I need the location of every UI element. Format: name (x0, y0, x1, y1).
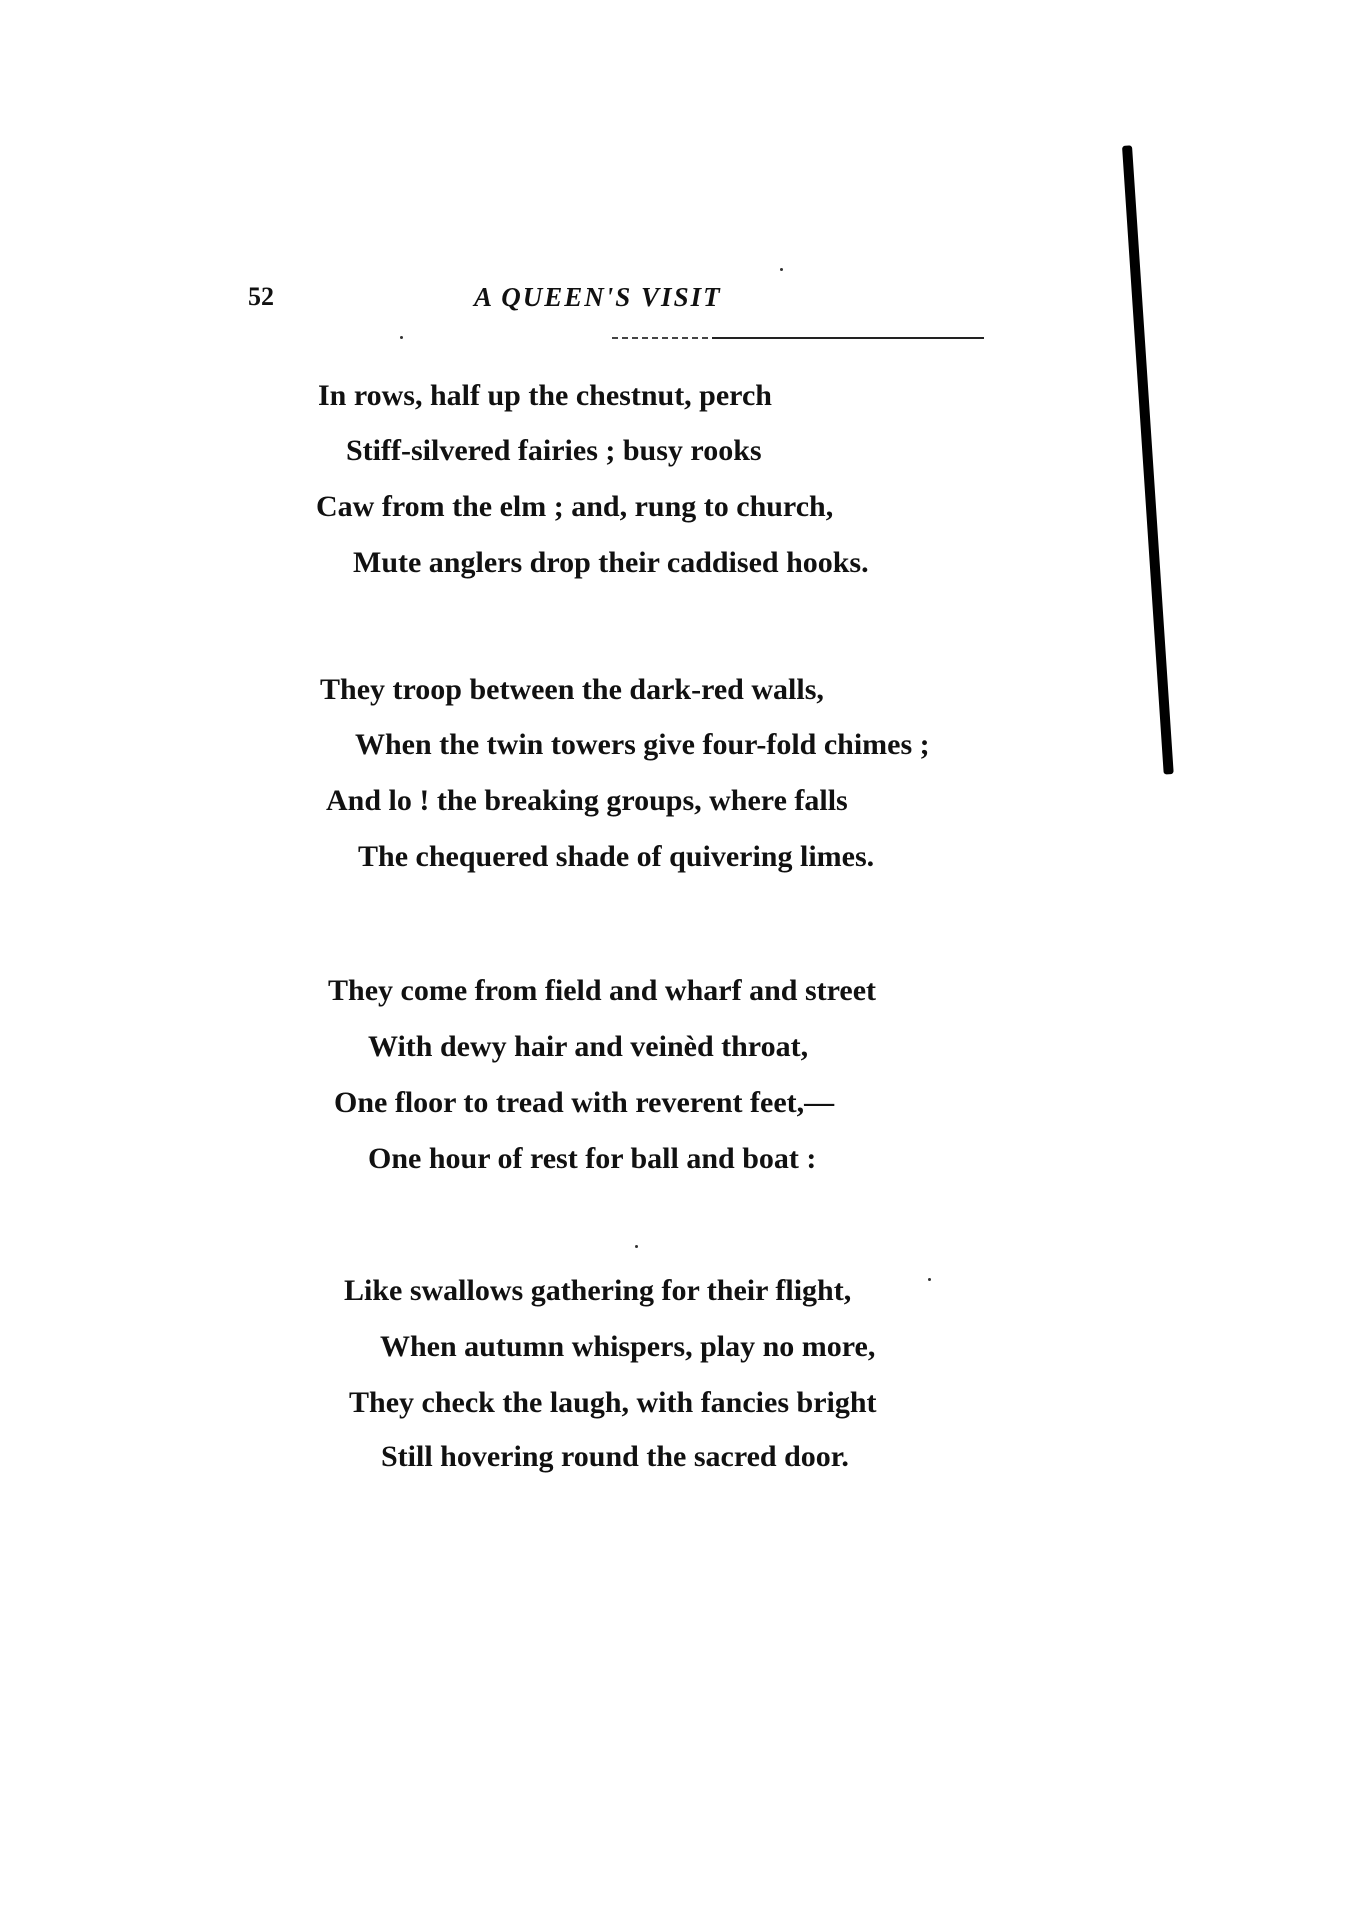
poem-line: They come from field and wharf and street (328, 974, 876, 1007)
poem-line: When autumn whispers, play no more, (380, 1330, 876, 1363)
header-rule (712, 337, 984, 339)
poem-line: In rows, half up the chestnut, perch (318, 379, 772, 412)
poem-line: And lo ! the breaking groups, where falls (326, 784, 848, 817)
poem-line: With dewy hair and veinèd throat, (368, 1030, 809, 1063)
page-number: 52 (248, 282, 274, 311)
poem-line: They troop between the dark-red walls, (320, 673, 824, 706)
ink-speck (928, 1278, 931, 1281)
poem-line: One hour of rest for ball and boat : (368, 1142, 817, 1175)
ink-speck (635, 1245, 638, 1248)
header-rule-dashes (612, 337, 708, 339)
poem-line: Mute anglers drop their caddised hooks. (353, 546, 869, 579)
running-title: A QUEEN'S VISIT (474, 282, 722, 312)
poem-line: When the twin towers give four-fold chimes ; (355, 728, 930, 761)
ink-speck (780, 268, 783, 271)
ink-speck (400, 336, 403, 339)
poem-line: The chequered shade of quivering limes. (358, 840, 875, 873)
poem-line: Caw from the elm ; and, rung to church, (316, 490, 834, 523)
poem-line: They check the laugh, with fancies bright (349, 1386, 877, 1419)
poem-line: Still hovering round the sacred door. (381, 1440, 849, 1473)
poem-line: One floor to tread with reverent feet,— (334, 1086, 835, 1119)
poem-line: Like swallows gathering for their flight, (344, 1274, 852, 1307)
margin-bar (1122, 145, 1174, 774)
poem-line: Stiff-silvered fairies ; busy rooks (346, 434, 762, 467)
